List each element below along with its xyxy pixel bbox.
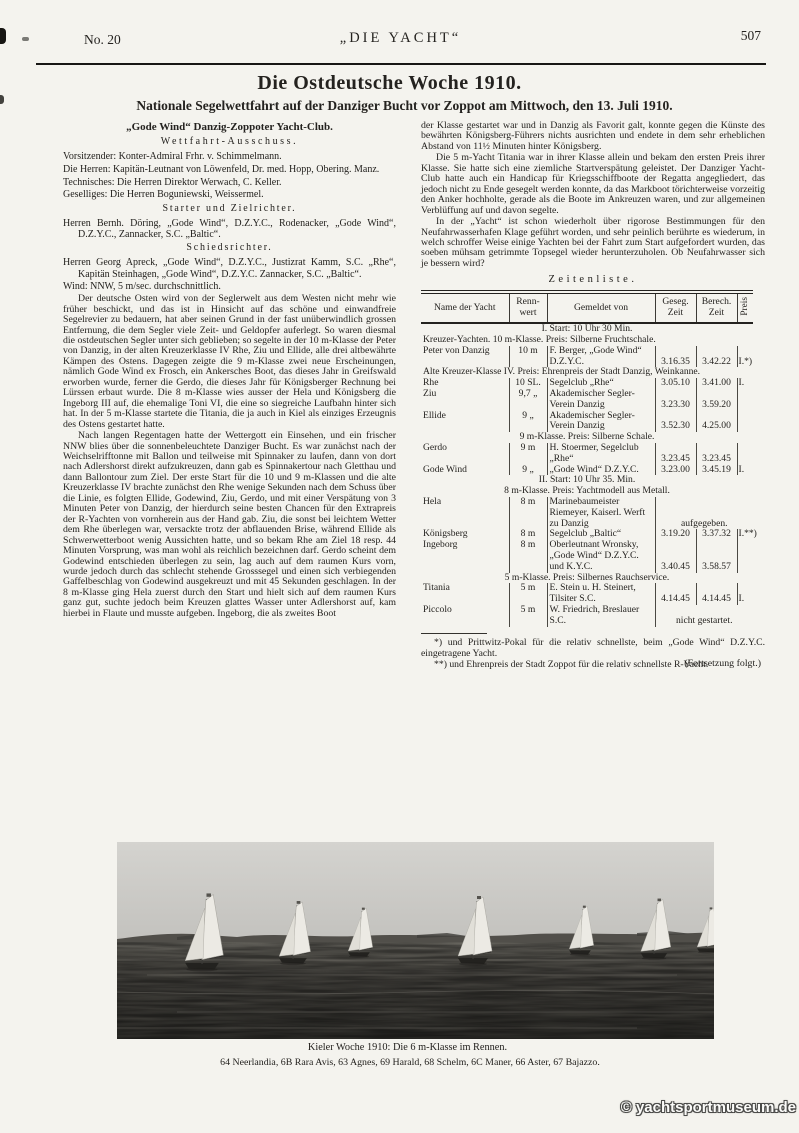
preis: [737, 443, 753, 465]
continuation-note: (Fortsetzung folgt.): [684, 657, 761, 669]
berechnete-zeit: 3.58.57: [696, 540, 737, 572]
gesegelte-zeit: 3.23.30: [655, 389, 696, 411]
gemeldet-von: E. Stein u. H. Steinert, Tilsiter S.C.: [547, 583, 655, 605]
journal-title: „DIE YACHT“: [339, 30, 462, 46]
rennwert: 10 m: [509, 346, 547, 368]
judges-heading: Schiedsrichter.: [186, 242, 273, 254]
gesegelte-zeit: 3.19.20: [655, 529, 696, 540]
rennwert: 9 m: [509, 443, 547, 465]
berechnete-zeit: 3.37.32: [696, 529, 737, 540]
rennwert: 9,7 „: [509, 389, 547, 411]
preis: I.: [737, 378, 753, 389]
starter-line: Herren Bernh. Döring, „Gode Wind“, D.Z.Y.C., Rodenacker, „Gode Wind“, D.Z.Y.C., Zannacker, S.C. „Baltic“.: [63, 217, 396, 240]
judges-line: Herren Georg Apreck, „Gode Wind“, D.Z.Y.C., Justizrat Kamm, S.C. „Rhe“, Kapitän Steinhagen, „Gode Wind“, D.Z.Y.C. Zannacker, S.C. „Baltic“.: [63, 257, 396, 280]
berechnete-zeit: 3.41.00: [696, 378, 737, 389]
body-paragraph: In der „Yacht“ ist schon wiederholt über rigorose Bestimmungen für den Neufahrwasserhafen Klage geführt worden, und sehr peinlich berührte es wiederum, in welch schroffer Weise einige Yachten bei der Fahrt zum Start aufgefordert wurden, das soeben mühsam getrimmte Topsegel wieder herunterzuholen. Ob Neufahrwasser sich je bessern wird?: [421, 216, 765, 269]
yacht-name: Titania: [423, 582, 450, 594]
class-section-label: 8 m-Klasse. Preis: Yachtmodell aus Metall.: [504, 485, 670, 497]
yacht-name: Peter von Danzig: [423, 344, 490, 356]
caption-boat-list: 64 Neerlandia, 6B Rara Avis, 63 Agnes, 69 Harald, 68 Schelm, 6C Maner, 66 Aster, 67 Bajazzo.: [220, 1057, 600, 1068]
header-rule: [36, 63, 766, 65]
table-row: [421, 583, 753, 605]
gesegelte-zeit: 4.14.45: [655, 583, 696, 605]
page-number: 507: [740, 28, 761, 43]
gemeldet-von: Marinebaumeister Riemeyer, Kaiserl. Werft zu Danzig: [547, 497, 655, 529]
gesegelte-zeit: 3.52.30: [655, 411, 696, 433]
yacht-name: Ziu: [423, 387, 437, 399]
col-gemeldet-von: Gemeldet von: [547, 292, 655, 323]
footnote-1: *) und Prittwitz-Pokal für die relativ schnellste, beim „Gode Wind“ D.Z.Y.C. eingetragene Yacht.: [421, 636, 765, 659]
article-subtitle: Nationale Segelwettfahrt auf der Danziger Bucht vor Zoppot am Mittwoch, den 13. Juli 1910.: [136, 98, 673, 113]
scan-artifact: [0, 95, 4, 104]
table-row: [421, 497, 753, 529]
start-label: II. Start: 10 Uhr 35. Min.: [538, 474, 636, 486]
berechnete-zeit: 3.59.20: [696, 389, 737, 411]
regatta-photo-canvas: [117, 842, 714, 1039]
rennwert: 8 m: [509, 540, 547, 572]
yacht-name: Rhe: [423, 377, 439, 389]
preis: I.*): [737, 346, 753, 368]
column-left: [63, 121, 396, 669]
scan-artifact: [22, 37, 29, 41]
regatta-photo: [117, 842, 714, 1039]
footnote-2: **) und Ehrenpreis der Stadt Zoppot für die relativ schnellste R-Yacht.: [434, 658, 709, 670]
club-title: „Gode Wind“ Danzig-Zoppoter Yacht-Club.: [126, 121, 333, 133]
table-row: [421, 605, 753, 627]
gemeldet-von: W. Friedrich, Breslauer S.C.: [547, 605, 655, 627]
gesegelte-zeit: 3.23.45: [655, 443, 696, 465]
class-section-label: 9 m-Klasse. Preis: Silberne Schale.: [519, 431, 655, 443]
rennwert: 9 „: [509, 465, 547, 476]
col-gesegelte-zeit: Geseg. Zeit: [655, 292, 696, 323]
rennwert: 10 SL.: [509, 378, 547, 389]
yacht-name: Königsberg: [423, 528, 468, 540]
preis: [737, 540, 753, 572]
rennwert: 9 „: [509, 411, 547, 433]
start-label: I. Start: 10 Uhr 30 Min.: [541, 323, 633, 335]
rennwert: 5 m: [509, 605, 547, 627]
berechnete-zeit: 3.45.19: [696, 465, 737, 476]
table-row: [421, 540, 753, 572]
starter-heading: Starter und Zielrichter.: [162, 202, 297, 214]
status-note: nicht gestartet.: [655, 605, 753, 627]
article-title: Die Ostdeutsche Woche 1910.: [257, 72, 522, 94]
article-body: [63, 121, 765, 669]
berechnete-zeit: 4.14.45: [696, 583, 737, 605]
preis: [737, 411, 753, 433]
table-row: [421, 346, 753, 368]
gemeldet-von: „Gode Wind“ D.Z.Y.C.: [547, 465, 655, 476]
berechnete-zeit: 4.25.00: [696, 411, 737, 433]
zeitenliste-heading: Zeitenliste.: [548, 274, 638, 286]
gesegelte-zeit: 3.16.35: [655, 346, 696, 368]
rennwert: 8 m: [509, 497, 547, 529]
table-row: [421, 443, 753, 465]
gemeldet-von: Akademischer Segler-Verein Danzig: [547, 411, 655, 433]
committee-line: Technisches: Die Herren Direktor Werwach, C. Keller.: [63, 176, 282, 188]
gesegelte-zeit: 3.40.45: [655, 540, 696, 572]
watermark: © yachtsportmuseum.de: [620, 1099, 796, 1116]
committee-heading: Wettfahrt-Ausschuss.: [160, 136, 299, 147]
table-row: [421, 389, 753, 411]
page-header: [36, 28, 765, 62]
body-paragraph: Der deutsche Osten wird von der Seglerwelt aus dem Westen nicht mehr wie früher beschickt, und das ist in Hinsicht auf das schöne und einwandfreie Segelrevier zu bedauern, hat aber seinen Grund in der fast unüberwindlich grossen Entfernung, die dem Segler viele Zeit- und Geldopfer auferlegt. So waren diesmal die ostdeutschen Segler unter sich geblieben; so segelte in der 10 m-Klasse der Peter von Danzig, in der alten Kreuzerklasse IV Rhe, Ziu und Ellide, alle drei altbewährte Kämpen des Ostens. Dagegen zeigte die 9 m-Klasse zwei neue Erscheinungen, nämlich Gode Wind ex Frosch, ein Ankersches Boot, das dieses Jahr in Greifswald erworben wurde, ferner die Gerdo, die dieses Jahr für Königsberger Rechnung bei Lürssen erbaut wurde. Die 8 m-Klasse wies ausser der Hela und Königsberg die Ingeborg III auf, die ehemalige Toni VI, die eine so siegreiche Laufbahn hinter sich hat. In der 5 m-Klasse startete die Titania, die ja auch in Kiel als einziges Erzeugnis des Ostens gestartet hatte.: [63, 293, 396, 430]
col-berechnete-zeit: Berech. Zeit: [696, 292, 737, 323]
gesegelte-zeit: 3.05.10: [655, 378, 696, 389]
preis: I.**): [738, 528, 757, 540]
rennwert: 8 m: [509, 529, 547, 540]
zeitenliste-body: [421, 323, 757, 626]
gemeldet-von: Segelclub „Rhe“: [547, 378, 655, 389]
yacht-name: Piccolo: [423, 603, 452, 615]
continuation-paragraph: der Klasse gestartet war und in Danzig als Favorit galt, konnte gegen die Künste des bewährten Königsberg-Führers nichts ausrichten und endete in dem sehr erheblichen Abstand von 11½ Minuten hinter Königsberg.: [421, 120, 765, 152]
col-rennwert: Renn-wert: [509, 292, 547, 323]
body-paragraph: Die 5 m-Yacht Titania war in ihrer Klasse allein und bekam den ersten Preis ihrer Klasse. Sie hatte sich eine ziemliche Startverspätung geleistet. Der Danziger Yacht-Club hatte auch ein Handicap für Kriegsschiffboote der Regatta angegliedert, das jedoch nicht zu Ende gesegelt werden konnte, da das Markboot törichterweise vorzeitig den Anker hochholte, gerade als die Boote im Ankreuzen waren, und zur allgemeinen Verblüffung auf und davon segelte.: [421, 152, 765, 216]
yacht-name: Gode Wind: [423, 463, 467, 475]
scan-artifact: [0, 28, 6, 44]
class-section-label: Kreuzer-Yachten. 10 m-Klasse. Preis: Silberne Fruchtschale.: [423, 334, 656, 345]
column-right: [421, 121, 765, 669]
yacht-name: Gerdo: [423, 441, 447, 453]
committee-line: Die Herren: Kapitän-Leutnant von Löwenfeld, Dr. med. Hopp, Obering. Manz.: [63, 163, 380, 175]
berechnete-zeit: 3.42.22: [696, 346, 737, 368]
gemeldet-von: Akademischer Segler-Verein Danzig: [547, 389, 655, 411]
gesegelte-zeit: 3.23.00: [655, 465, 696, 476]
wind-line: Wind: NNW, 5 m/sec. durchschnittlich.: [63, 281, 221, 293]
footnote-rule: [421, 633, 487, 634]
preis: [737, 389, 753, 411]
committee-line: Vorsitzender: Konter-Admiral Frhr. v. Schimmelmann.: [63, 151, 282, 162]
rennwert: 5 m: [509, 583, 547, 605]
yacht-name: Hela: [423, 495, 442, 507]
results-table: [421, 290, 757, 627]
gemeldet-von: H. Stoermer, Segelclub „Rhe“: [547, 443, 655, 465]
berechnete-zeit: 3.23.45: [696, 443, 737, 465]
photo-caption: Kieler Woche 1910: Die 6 m-Klasse im Rennen.: [307, 1042, 508, 1053]
preis: I.: [737, 583, 753, 605]
issue-number: No. 20: [84, 32, 121, 47]
yacht-name: Ellide: [423, 409, 446, 421]
table-header-row: [421, 292, 753, 323]
gemeldet-von: F. Berger, „Gode Wind“ D.Z.Y.C.: [547, 346, 655, 368]
committee-line: Geselliges: Die Herren Boguniewski, Weissermel.: [63, 189, 264, 201]
class-section-label: 5 m-Klasse. Preis: Silbernes Rauchservice.: [504, 571, 670, 583]
gemeldet-von: Oberleutnant Wronsky, „Gode Wind“ D.Z.Y.C. und K.Y.C.: [547, 540, 655, 572]
preis: I.: [737, 465, 753, 476]
table-row: [421, 411, 753, 433]
col-preis: Preis: [737, 292, 753, 323]
status-note: aufgegeben.: [655, 497, 753, 529]
col-yacht-name: Name der Yacht: [421, 292, 509, 323]
gemeldet-von: Segelclub „Baltic“: [547, 529, 655, 540]
yacht-name: Ingeborg: [423, 539, 458, 551]
body-paragraph: Nach langen Regentagen hatte der Wettergott ein Einsehen, und ein frischer NNW blies über die sonnenbeleuchtete Danziger Bucht. Es war zunächst nach der Weichselrifftonne mit Ballon und teilweise mit Spinnaker zu laufen, dann von dort nach Adlershorst direkt aufzukreuzen, dann gab es Spinnakertour nach Gletthau und dann Ballontour zum Ziel. Der erste Start für die 10 und 9 m-Klassen und die alte Kreuzerklasse IV brachte zunächst den Rhe wenige Sekunden nach dem Schuss über die Linie, es folgten Ellide, Godewind, Ziu, Gerdo, und mit einer Verspätung von 3 Minuten Peter von Danzig, der hierdurch seine besten Chancen für den Extrapreis der R-Yachten von vornherein aus der Hand gab. Ziu, die sonst bei leichtem Wetter dem Rhe überlegen war, versackte trotz der abflauenden Brise, während Ellide als Schwerwetterboot wenig Aussichten hatte, und so bekam Rhe am Ziel 18 resp. 44 Minuten Vorsprung, was man wohl als reichlich bezeichnen darf. Gerdo scheint dem Godewind entschieden überlegen zu sein, lag auch auf dem raumen Kurs vorn, wurde jedoch durch das schlecht stehende Grosssegel und einen sich verbiegenden Gaffelbeschlag von Godewind ausgekreuzt und mit 45 Sekunden geschlagen. In der 8 m-Klasse ging Hela zuerst durch den Start und hielt sich auf dem raumen Kurs ganz gut, suchte jedoch beim Kreuzen glattes Wasser unter Adlershorst auf, kam hierbei in Flaute und musste aufgeben. Ingeborg, die als zweites Boot: [63, 430, 396, 619]
class-section-label: Alte Kreuzer-Klasse IV. Preis: Ehrenpreis der Stadt Danzig, Weinkanne.: [423, 366, 701, 378]
